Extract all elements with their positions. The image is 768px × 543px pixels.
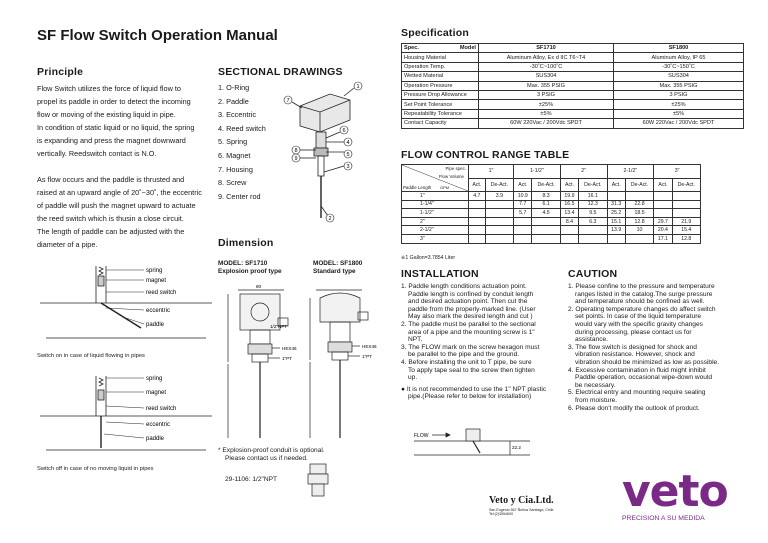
mark-hex46: HEX46	[282, 346, 297, 351]
subhead-deact: De-Act.	[672, 178, 700, 192]
installation-figure	[410, 425, 540, 465]
part-item: 2. Paddle	[218, 96, 249, 106]
sectional-heading: SECTIONAL DRAWINGS	[218, 66, 343, 78]
callout-1: 1	[356, 84, 360, 90]
spec-cell: Aluminum Alloy, Ex d IIC T6~T4	[479, 53, 614, 62]
label-eccentric: eccentric	[146, 308, 171, 314]
paddle-length-cell: 2-1/2"	[402, 226, 469, 235]
corner-flow-volume: Flow Volume	[438, 174, 464, 179]
installation-line: May also mark the desired length and cut )	[408, 313, 533, 321]
installation-line: be parallel to the pipe and the ground.	[408, 351, 520, 359]
specification-table	[401, 43, 744, 129]
flow-value-cell	[560, 226, 578, 235]
model-type: Standard type	[313, 268, 356, 275]
flow-corner-cell	[402, 165, 469, 192]
flow-value-cell	[654, 192, 672, 201]
flow-table-heading: FLOW CONTROL RANGE TABLE	[401, 149, 570, 161]
caution-line: would vary with the specific gravity changes	[575, 320, 703, 328]
bullet-line: ● It is not recommended to use the 1" NPT plastic	[401, 385, 547, 393]
callout-3: 3	[346, 164, 350, 170]
spec-cell: Aluminum Alloy, IP 65	[614, 53, 744, 62]
veto-slogan: PRECISION A SU MEDIDA	[622, 515, 705, 522]
flow-value-cell: 8.3	[532, 192, 560, 201]
principle-line: diameter of a pipe.	[37, 240, 98, 249]
callout-5: 5	[346, 152, 350, 158]
caution-line: vibration should be minimized as low as possible.	[575, 358, 720, 366]
flow-value-cell	[514, 226, 532, 235]
subhead-act: Act.	[607, 178, 625, 192]
principle-line: As flow occurs and the paddle is thrusted and	[37, 175, 185, 184]
flow-value-cell	[469, 226, 486, 235]
caution-heading: CAUTION	[568, 268, 618, 280]
flow-value-cell: 29.7	[654, 217, 672, 226]
spec-cell: SUS304	[614, 72, 744, 81]
spec-cell: Operation Temp.	[402, 62, 479, 71]
principle-line: vertically. Reedswitch contact is N.O.	[37, 149, 157, 158]
flow-control-table	[401, 164, 701, 244]
flow-value-cell	[485, 217, 513, 226]
flow-value-cell	[469, 200, 486, 209]
mark-width-80: 80	[256, 284, 262, 289]
installation-line: 2. The paddle must be parallel to the sectional	[401, 320, 536, 328]
mark-half-npt: 1/2"NPT	[270, 324, 288, 329]
flow-value-cell: 15.4	[672, 226, 700, 235]
model-sf1800	[313, 260, 362, 276]
flow-value-cell: 16.1	[579, 192, 607, 201]
subhead-deact: De-Act.	[625, 178, 653, 192]
caution-line: 6. Please don't modify the outlook of product.	[568, 404, 700, 412]
installation-line: 4. Before installing the unit to T pipe, be sure	[401, 358, 532, 366]
subhead-act: Act.	[560, 178, 578, 192]
flow-value-cell	[625, 192, 653, 201]
installation-line: NPT.	[408, 336, 423, 344]
flow-value-cell: 9.5	[579, 209, 607, 218]
specification-heading: Specification	[401, 27, 469, 39]
flow-value-cell	[532, 226, 560, 235]
spec-row	[402, 72, 744, 81]
spec-cell: -30˚C~100˚C	[479, 62, 614, 71]
subhead-deact: De-Act.	[532, 178, 560, 192]
dimension-drawings	[220, 280, 380, 445]
caution-line: set points. In case of the liquid temperature	[575, 313, 702, 321]
note-line: Please contact us if needed.	[225, 455, 308, 463]
flow-value-cell	[485, 226, 513, 235]
part-item: 4. Reed switch	[218, 123, 266, 133]
label-spring: spring	[146, 268, 163, 274]
part-item: 1. O-Ring	[218, 83, 250, 92]
caution-line: and temperature should be confined as well.	[575, 298, 705, 306]
subhead-act: Act.	[654, 178, 672, 192]
spec-header-row	[402, 44, 744, 53]
installation-list	[401, 283, 566, 401]
flow-value-cell	[469, 234, 486, 243]
part-item: 7. Housing	[218, 164, 253, 174]
flow-pipe-row	[402, 165, 701, 179]
spec-cell: Contact Capacity	[402, 119, 479, 128]
flow-row	[402, 234, 701, 243]
flow-row	[402, 209, 701, 218]
flow-value-cell	[514, 234, 532, 243]
installation-line: up.	[408, 374, 418, 382]
flow-value-cell	[654, 209, 672, 218]
principle-line: Flow Switch utilizes the force of liquid flow to	[37, 84, 181, 93]
label-paddle: paddle	[146, 322, 165, 328]
label-magnet: magnet	[146, 278, 167, 284]
principle-line: flow or moving of the existing liquid in pipe.	[37, 110, 176, 119]
spec-row	[402, 53, 744, 62]
installation-line: and desired actuation point. Then cut the	[408, 298, 528, 306]
flow-value-cell	[654, 200, 672, 209]
caution-line: Paddle operation, occasional wipe-down would	[575, 374, 713, 382]
model-name: MODEL: SF1710	[218, 260, 268, 267]
flow-value-cell	[672, 200, 700, 209]
part-item: 6. Magnet	[218, 150, 251, 160]
mark-hex: HEX46	[362, 344, 377, 349]
flow-value-cell: 16.5	[560, 200, 578, 209]
flow-value-cell: 3.9	[485, 192, 513, 201]
principle-line: The length of paddle can be adjusted with the	[37, 227, 185, 236]
page-title: SF Flow Switch Operation Manual	[37, 27, 278, 44]
caution-line: from moisture.	[575, 396, 618, 404]
flow-value-cell: 20.4	[654, 226, 672, 235]
spec-cell: Housing Material	[402, 53, 479, 62]
spec-row	[402, 62, 744, 71]
spec-row	[402, 81, 744, 90]
flow-value-cell: 21.9	[672, 217, 700, 226]
label-paddle: paddle	[146, 436, 165, 442]
label-magnet: magnet	[146, 390, 167, 396]
flow-row	[402, 226, 701, 235]
callout-7: 7	[286, 98, 290, 104]
caution-line: be necessary.	[575, 381, 616, 389]
pipe-3in: 3"	[654, 165, 701, 179]
subhead-deact: De-Act.	[579, 178, 607, 192]
installation-line: Paddle length is confined by conduit length	[408, 290, 534, 298]
flow-row	[402, 200, 701, 209]
flow-value-cell	[469, 217, 486, 226]
flow-value-cell: 19.9	[560, 192, 578, 201]
company-name: Veto y Cia.Ltd.	[489, 495, 554, 506]
sectional-drawing	[278, 76, 370, 226]
principle-line: of paddle will push the magnet upward to actuate	[37, 201, 196, 210]
caution-line: 4. Excessive contamination in fluid might inhibit	[568, 366, 706, 374]
principle-line: the reed switch which is thusin a close circuit.	[37, 214, 184, 223]
flow-value-cell	[514, 217, 532, 226]
principle-line: propel its paddle in order to detect the incoming	[37, 97, 191, 106]
subhead-deact: De-Act.	[485, 178, 513, 192]
spec-cell: Max. 355 PSIG	[479, 81, 614, 90]
flow-value-cell	[560, 234, 578, 243]
paddle-length-cell: 1-1/4"	[402, 200, 469, 209]
label-spring: spring	[146, 376, 163, 382]
dim-label: 22.2	[512, 445, 521, 450]
installation-heading: INSTALLATION	[401, 268, 479, 280]
mark-1pt: 1"PT	[282, 356, 293, 361]
flow-value-cell	[579, 226, 607, 235]
spec-cell: ±5%	[614, 109, 744, 118]
spec-col-sf1800: SF1800	[614, 44, 744, 53]
spec-cell: 60W 220Vac / 200Vdc SPDT	[614, 119, 744, 128]
flow-value-cell: 8.4	[560, 217, 578, 226]
spec-cell: Pressure Drop Allowance	[402, 90, 479, 99]
flow-value-cell	[672, 192, 700, 201]
caution-line: vibration resistance. However, shock and	[575, 351, 695, 359]
corner-pipe-spec: Pipe spec.	[445, 166, 466, 171]
flow-value-cell	[579, 234, 607, 243]
flow-value-cell: 17.1	[654, 234, 672, 243]
veto-wordmark: veto	[622, 466, 728, 517]
flow-value-cell: 4.5	[532, 209, 560, 218]
spec-cell: ±25%	[614, 100, 744, 109]
flow-value-cell: 12.8	[625, 217, 653, 226]
part-item: 9. Center rod	[218, 191, 261, 201]
spec-cell: 3 PSIG	[479, 90, 614, 99]
flow-body	[402, 192, 701, 244]
model-label: Model	[459, 45, 476, 52]
installation-line: 3. The FLOW mark on the screw hexagon must	[401, 343, 540, 351]
spec-cell: 60W 220Vac / 200Vdc SPDT	[479, 119, 614, 128]
flow-value-cell: 25.2	[607, 209, 625, 218]
switch-on-caption: Switch on in case of liquid flowing in pipes	[37, 353, 145, 359]
flow-value-cell: 4.7	[469, 192, 486, 201]
spec-cell: ±25%	[479, 100, 614, 109]
corner-gpm: GPM	[440, 185, 450, 190]
pipe-2-1-2in: 2-1/2"	[607, 165, 654, 179]
part-item: 3. Eccentric	[218, 110, 257, 120]
company-address: San Eugenio 567 Ñuñoa Santiago, Chile	[489, 508, 554, 512]
principle-line: In condition of static liquid or no liquid, the spring	[37, 123, 195, 132]
flow-value-cell: 15.1	[607, 217, 625, 226]
flow-value-cell	[625, 234, 653, 243]
principle-line: is expanding and press the magnet downward	[37, 136, 186, 145]
paddle-length-cell: 1-1/2"	[402, 209, 469, 218]
conduit-fitting-icon	[300, 462, 336, 502]
flow-value-cell: 5.7	[514, 209, 532, 218]
spec-cell: Set Point Tolerance	[402, 100, 479, 109]
installation-line: paddle from the properly-marked line. (User	[408, 305, 536, 313]
flow-value-cell	[485, 234, 513, 243]
principle-text-1	[37, 82, 217, 160]
label-eccentric: eccentric	[146, 422, 171, 428]
flow-value-cell: 12.3	[579, 200, 607, 209]
callout-4: 4	[346, 140, 350, 146]
corner-paddle-length: Paddle Length	[403, 185, 432, 190]
flow-row	[402, 192, 701, 201]
spec-cell: SUS304	[479, 72, 614, 81]
spec-row	[402, 109, 744, 118]
flow-value-cell: 10	[625, 226, 653, 235]
dimension-heading: Dimension	[218, 237, 274, 249]
part-item: 5. Spring	[218, 137, 248, 147]
subhead-act: Act.	[514, 178, 532, 192]
sectional-parts-list	[218, 81, 266, 203]
switch-off-diagram	[36, 372, 216, 462]
model-name: MODEL: SF1800	[313, 260, 363, 267]
switch-on-diagram	[36, 258, 216, 350]
spec-row	[402, 90, 744, 99]
installation-line: 1. Paddle length conditions actuation point.	[401, 283, 527, 290]
flow-value-cell	[485, 209, 513, 218]
spec-cell: -30˚C~150˚C	[614, 62, 744, 71]
flow-value-cell: 18.5	[625, 209, 653, 218]
gallon-footnote: ※1 Gallon=3.7854 Liter	[401, 255, 456, 261]
paddle-length-cell: 3"	[402, 234, 469, 243]
principle-line: raised at an upward angle of 20˚~30˚, the eccentric	[37, 188, 202, 197]
principle-text-2	[37, 173, 222, 251]
company-phone: Tel:(2)3554600	[489, 512, 513, 516]
veto-logo	[622, 466, 728, 522]
paddle-length-cell: 1"	[402, 192, 469, 201]
caution-line: ranges listed in the catalog.The surge pressure	[575, 290, 713, 298]
pipe-1in: 1"	[469, 165, 514, 179]
caution-line: during processing, please contact us for	[575, 328, 692, 336]
flow-value-cell	[532, 234, 560, 243]
spec-cell: Repeatability Tolerance	[402, 109, 479, 118]
caution-line: 5. Electrical entry and mounting require sealing	[568, 389, 706, 397]
model-sf1710	[218, 260, 282, 276]
caution-line: 1. Please confine to the pressure and temperature	[568, 283, 715, 290]
part-item: 8. Screw	[218, 178, 247, 188]
installation-bullet	[401, 386, 566, 401]
pipe-2in: 2"	[560, 165, 607, 179]
flow-value-cell	[607, 192, 625, 201]
spec-row	[402, 100, 744, 109]
spec-cell: Wetted Material	[402, 72, 479, 81]
installation-items	[401, 283, 566, 382]
flow-value-cell: 6.3	[579, 217, 607, 226]
callout-6: 6	[342, 128, 346, 134]
installation-line: area of a pipe and the mounting screw is 1"	[408, 328, 535, 336]
callout-2: 2	[328, 216, 332, 222]
flow-row	[402, 217, 701, 226]
label-reed-switch: reed switch	[146, 290, 177, 296]
spec-cell: ±5%	[479, 109, 614, 118]
model-type: Explosion proof type	[218, 268, 282, 275]
company-block	[489, 495, 554, 516]
caution-items	[568, 283, 758, 412]
flow-value-cell: 7.7	[514, 200, 532, 209]
principle-heading: Principle	[37, 66, 84, 78]
spec-cell: Operation Pressure	[402, 81, 479, 90]
bullet-line: pipe.(Please refer to below for installation)	[408, 393, 532, 401]
flow-value-cell: 12.8	[672, 234, 700, 243]
flow-value-cell	[532, 217, 560, 226]
spec-cell: 3 PSIG	[614, 90, 744, 99]
pipe-1-1-2in: 1-1/2"	[514, 165, 561, 179]
flow-value-cell	[485, 200, 513, 209]
spec-label: Spec.	[404, 45, 419, 52]
flow-value-cell	[607, 234, 625, 243]
spec-corner-cell	[402, 44, 479, 53]
installation-line: To apply tape seal to the screw then tighten	[408, 366, 535, 374]
subhead-act: Act.	[469, 178, 486, 192]
callout-9: 9	[294, 156, 298, 162]
switch-off-caption: Switch off in case of no moving liquid in pipes	[37, 466, 154, 472]
caution-list	[568, 283, 758, 412]
flow-value-cell: 31.3	[607, 200, 625, 209]
note-line: * Explosion-proof conduit is optional.	[218, 447, 325, 454]
flow-label: FLOW	[414, 433, 429, 439]
spec-row	[402, 119, 744, 128]
caution-line: 2. Operating temperature changes do affect switch	[568, 305, 716, 313]
caution-line: assistance.	[575, 336, 608, 344]
caution-line: 3. The flow switch is designed for shock and	[568, 343, 697, 351]
paddle-length-cell: 2"	[402, 217, 469, 226]
flow-value-cell: 13.4	[560, 209, 578, 218]
callout-8: 8	[294, 148, 298, 154]
spec-col-sf1710: SF1710	[479, 44, 614, 53]
conduit-code: 29-1106: 1/2"NPT	[225, 476, 278, 483]
spec-cell: Max. 355 PSIG	[614, 81, 744, 90]
flow-value-cell	[469, 209, 486, 218]
flow-value-cell	[672, 209, 700, 218]
label-reed-switch: reed switch	[146, 406, 177, 412]
flow-value-cell: 22.8	[625, 200, 653, 209]
flow-value-cell: 10.9	[514, 192, 532, 201]
flow-value-cell: 6.1	[532, 200, 560, 209]
flow-value-cell: 13.9	[607, 226, 625, 235]
mark-1pt-2: 1"PT	[362, 354, 373, 359]
